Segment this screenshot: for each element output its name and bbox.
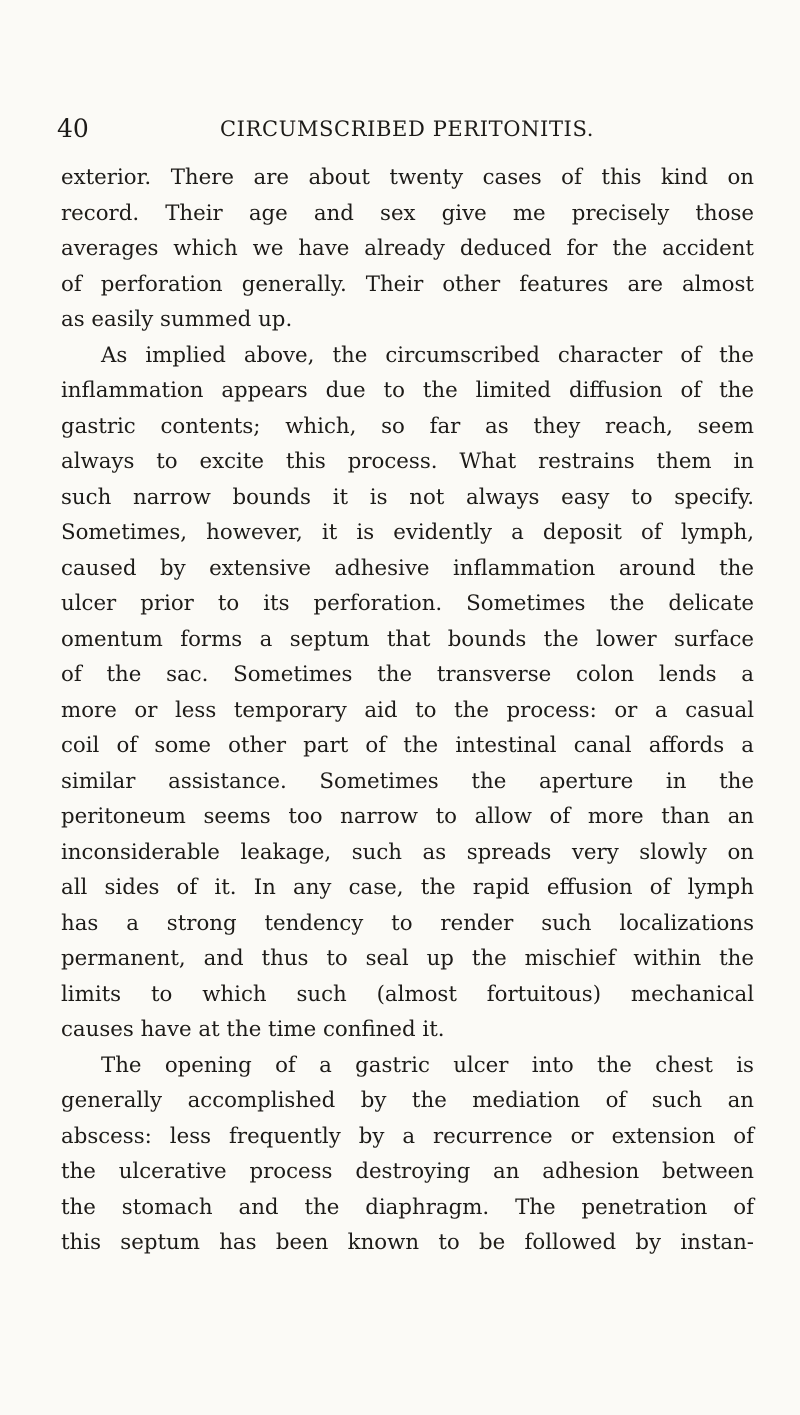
- text-line: ulcer prior to its perforation. Sometimes the delicate: [61, 591, 754, 616]
- text-line: inconsiderable leakage, such as spreads very slowly on: [61, 839, 754, 865]
- body-text: [61, 160, 754, 1261]
- text-line: exterior. There are about twenty cases of this kind on: [61, 165, 754, 190]
- page-number: 40: [57, 114, 89, 143]
- text-line: caused by extensive adhesive inflammation around the: [61, 555, 754, 581]
- text-line: peritoneum seems too narrow to allow of more than an: [61, 804, 754, 829]
- text-line: omentum forms a septum that bounds the lower surface: [61, 626, 754, 652]
- text-line: more or less temporary aid to the process: or a casual: [61, 697, 754, 723]
- text-line: the ulcerative process destroying an adhesion between: [61, 1159, 754, 1184]
- text-line: this septum has been known to be followed by instan-: [61, 1230, 754, 1255]
- text-line: As implied above, the circumscribed character of the: [101, 342, 754, 368]
- text-line: all sides of it. In any case, the rapid effusion of lymph: [61, 875, 754, 900]
- text-line: as easily summed up.: [61, 307, 293, 332]
- text-line: causes have at the time confined it.: [61, 1017, 445, 1042]
- text-line: averages which we have already deduced for the accident: [61, 236, 754, 261]
- text-line: has a strong tendency to render such localizations: [61, 910, 754, 936]
- text-line: such narrow bounds it is not always easy to specify.: [61, 484, 754, 510]
- text-line: permanent, and thus to seal up the mischief within the: [61, 946, 754, 971]
- text-line: abscess: less frequently by a recurrence or extension of: [61, 1123, 754, 1149]
- text-line: similar assistance. Sometimes the aperture in the: [61, 768, 754, 794]
- text-line: Sometimes, however, it is evidently a deposit of lymph,: [61, 520, 754, 545]
- text-line: always to excite this process. What restrains them in: [61, 449, 754, 474]
- page-header: [57, 113, 757, 145]
- text-line: gastric contents; which, so far as they reach, seem: [61, 413, 754, 439]
- text-line: limits to which such (almost fortuitous) mechanical: [61, 981, 754, 1007]
- text-line: the stomach and the diaphragm. The penetration of: [61, 1194, 754, 1220]
- text-line: inflammation appears due to the limited diffusion of the: [61, 378, 754, 403]
- text-line: of the sac. Sometimes the transverse colon lends a: [61, 662, 754, 687]
- text-line: coil of some other part of the intestinal canal affords a: [61, 733, 754, 758]
- text-line: record. Their age and sex give me precisely those: [61, 200, 754, 226]
- running-title: CIRCUMSCRIBED PERITONITIS.: [220, 117, 594, 141]
- text-line: generally accomplished by the mediation of such an: [61, 1088, 754, 1113]
- text-line: of perforation generally. Their other features are almost: [61, 271, 754, 297]
- text-line: The opening of a gastric ulcer into the chest is: [101, 1052, 754, 1078]
